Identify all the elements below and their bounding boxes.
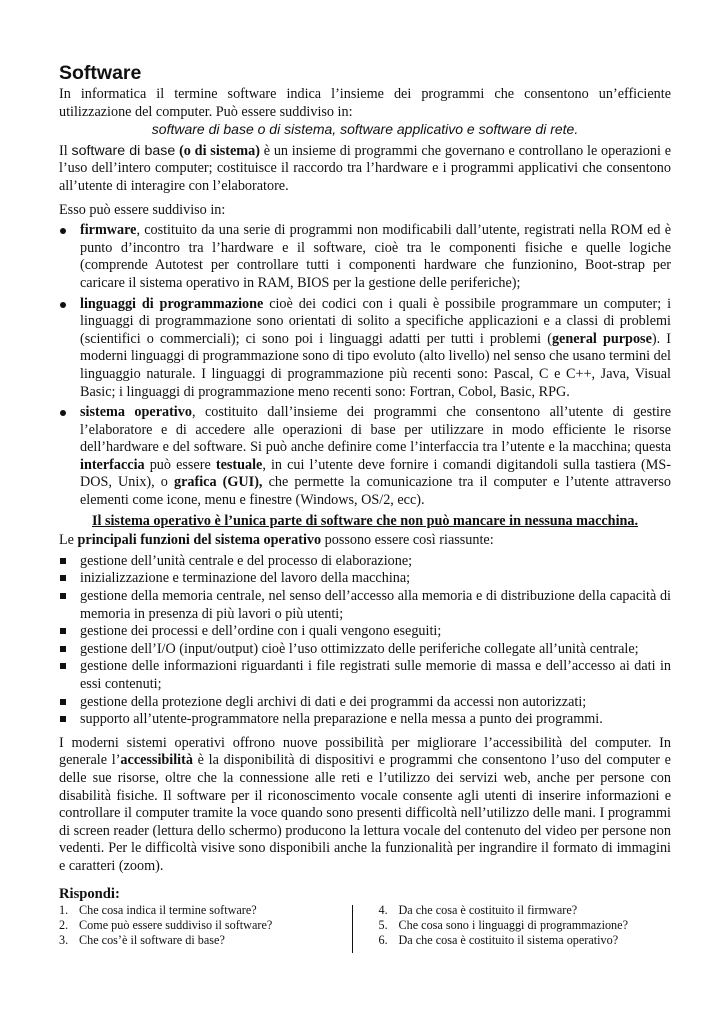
base-software-paragraph — [59, 143, 671, 196]
general-purpose-term: general purpose — [551, 330, 652, 347]
functions-post: possono essere così riassunte: — [321, 532, 494, 549]
questions-right-column — [353, 903, 672, 953]
sistema-text-2: può essere — [144, 456, 216, 473]
question-text: Che cosa indica il termine software? — [79, 902, 257, 917]
question-number: 1. — [59, 902, 69, 917]
list-item-firmware — [59, 222, 671, 292]
question-item — [59, 903, 352, 918]
question-text: Che cosa sono i linguaggi di programmazione? — [398, 917, 628, 932]
question-item — [379, 918, 672, 933]
software-types: software di base o di sistema, software applicativo e software di rete. — [151, 121, 579, 138]
linguaggi-text-1: cioè dei codici con i quali è possibile programmare un computer; i linguaggi di programmazione sono orientati di solito a specifiche applicazioni e a classi di problemi (scientifici o commerciali); ci sono poi i linguaggi adatti per tutti i problemi ( — [80, 295, 672, 347]
list-item-sistema-operativo — [59, 404, 671, 510]
question-item — [379, 903, 672, 918]
question-item — [59, 933, 352, 948]
list-item: gestione della protezione degli archivi di dati e dei programmi da accessi non autorizzati; — [59, 694, 671, 712]
question-text: Come può essere suddiviso il software? — [79, 917, 273, 932]
intro-paragraph — [59, 86, 671, 121]
list-item: supporto all’utente-programmatore nella preparazione e nella messa a punto dei programmi. — [59, 711, 671, 729]
testuale-term: testuale — [215, 456, 263, 473]
questions-left-column — [59, 903, 352, 953]
questions-block — [59, 903, 671, 953]
base-term: software di base — [71, 142, 176, 159]
base-term-note: (o di sistema) — [175, 142, 260, 159]
linguaggi-text-2: ). I moderni linguaggi di programmazione sono di tipo evoluto (alto livello) nel senso che usano termini del linguaggio naturale. I linguaggi di programmazione più recenti sono: Pascal, C e C++, Java, Visual Basic; i linguaggi di programmazione meno recenti sono: Fortran, Cobol, Basic, RPG. — [80, 330, 671, 400]
page-title: Software — [59, 62, 142, 84]
base-text: è un insieme di programmi che governano e controllano le operazioni e l’uso dell’intero computer; costituisce il raccordo tra l’hardware e i programmi applicativi che consentono all’utente di interagire con l’elaboratore. — [59, 142, 672, 194]
question-number: 2. — [59, 917, 69, 932]
question-text: Da che cosa è costituito il sistema operativo? — [398, 933, 619, 948]
accessibility-text: è la disponibilità di dispositivi e programmi che consentono l’uso del computer e delle sue risorse, oltre che la connessione alle reti e l’utilizzo dei servizi web, anche per persone con disabilità fisiche. Il software per il riconoscimento vocale consente agli utenti di inserire informazioni e controllare il computer tramite la voce quando sono presenti difficoltà nell’utilizzo delle mani. I programmi di screen reader (lettura dello schermo) producono la lettura vocale del contenuto del video per persone non vedenti. Per le difficoltà visive sono disponibili anche la funzionalità per ingrandire il formato di immagini e caratteri (zoom). — [59, 752, 671, 874]
sistema-text-3: , in cui l’utente deve fornire i comandi digitandoli sulla tastiera (MS-DOS, Unix), o — [80, 456, 671, 491]
question-number: 6. — [378, 933, 388, 948]
base-pre: Il — [59, 142, 72, 159]
sistema-term: sistema operativo — [80, 404, 192, 421]
functions-term: principali funzioni del sistema operativo — [77, 532, 322, 549]
question-item — [59, 918, 352, 933]
question-text: Da che cosa è costituito il firmware? — [398, 902, 578, 917]
grafica-term: grafica (GUI), — [174, 474, 263, 491]
intro-text: In informatica il termine software indica l’insieme dei programmi che consentono un’efficiente utilizzazione del computer. Può essere suddiviso in: — [59, 86, 671, 120]
sistema-text-4: che permette la comunicazione tra il computer e l’utente attraverso elementi come icone, menu e finestre (Windows, OS/2, ecc). — [80, 474, 671, 509]
list-item: gestione della memoria centrale, nel senso dell’accesso alla memoria e di distribuzione della capacità di memoria in presenza di più lavori o più utenti; — [59, 588, 671, 623]
questions-heading: Rispondi: — [59, 885, 120, 902]
interfaccia-term: interfaccia — [80, 456, 145, 473]
question-number: 5. — [378, 917, 388, 932]
question-number: 4. — [378, 902, 388, 917]
list-item: gestione dei processi e dell’ordine con i quali vengono eseguiti; — [59, 623, 671, 641]
functions-intro — [59, 532, 671, 550]
question-text: Che cos’è il software di base? — [79, 933, 225, 948]
accessibility-term: accessibilità — [120, 752, 193, 769]
question-item — [379, 933, 672, 948]
list-item-linguaggi — [59, 296, 671, 402]
sistema-text-1: , costituito dall’insieme dei programmi che consentono all’utente di gestire l’elaboratore e di accedere alle operazioni di base per utilizzare in modo efficiente le risorse dell’hardware e del software. Si può anche definire come l’interfaccia tra l’utente e la macchina; questa — [80, 404, 671, 456]
accessibility-pre: I moderni sistemi operativi offrono nuove possibilità per migliorare l’accessibilità del computer. In generale l’ — [59, 734, 671, 769]
functions-pre: Le — [59, 532, 78, 549]
list-item: gestione dell’unità centrale e del processo di elaborazione; — [59, 553, 671, 571]
list-item: inizializzazione e terminazione del lavoro della macchina; — [59, 570, 671, 588]
firmware-text: , costituito da una serie di programmi non modificabili dall’utente, registrati nella ROM ed è punto d’incontro tra l’hardware e il software, cioè tra le componenti fisiche e quelle logiche (comprende Autotest per controllare tutti i componenti hardware che funzionino, Boot-strap per caricare il sistema operativo in RAM, BIOS per la gestione delle periferiche); — [80, 222, 671, 291]
list-item: gestione dell’I/O (input/output) cioè l’uso ottimizzato delle periferiche collegate all’unità centrale; — [59, 641, 671, 659]
key-statement: Il sistema operativo è l’unica parte di software che non può mancare in nessuna macchina. — [91, 512, 639, 529]
firmware-term: firmware — [80, 222, 137, 239]
linguaggi-term: linguaggi di programmazione — [80, 295, 264, 312]
divide-line: Esso può essere suddiviso in: — [59, 201, 226, 218]
list-item: gestione delle informazioni riguardanti i file registrati sulle memorie di massa e dell’accesso ai dati in essi contenuti; — [59, 658, 671, 693]
functions-list — [59, 553, 671, 729]
accessibility-paragraph — [59, 735, 671, 876]
question-number: 3. — [59, 933, 69, 948]
document-page — [59, 60, 671, 953]
base-software-list — [59, 222, 671, 510]
